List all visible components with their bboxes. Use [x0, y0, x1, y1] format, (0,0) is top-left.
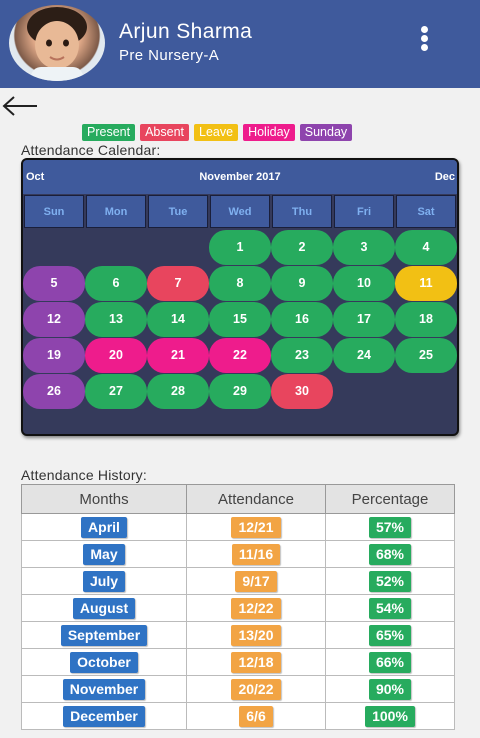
table-row	[22, 703, 455, 730]
cell-month	[22, 649, 187, 676]
next-month-button[interactable]: Dec	[434, 171, 455, 183]
cell-month	[22, 568, 187, 595]
column-header-percentage: Percentage	[326, 485, 455, 514]
calendar-header	[23, 160, 457, 194]
calendar-day-11[interactable]: 11	[395, 266, 457, 301]
calendar-label: Attendance Calendar:	[21, 142, 161, 158]
previous-month-button[interactable]: Oct	[26, 171, 45, 183]
attendance-history-table	[21, 484, 455, 730]
percentage-value: 66%	[369, 652, 411, 673]
cell-percentage	[326, 514, 455, 541]
attendance-value: 20/22	[231, 679, 280, 700]
calendar-day-4[interactable]: 4	[395, 230, 457, 265]
calendar-day-25[interactable]: 25	[395, 338, 457, 373]
history-label: Attendance History:	[21, 467, 147, 483]
percentage-value: 54%	[369, 598, 411, 619]
calendar-day-7[interactable]: 7	[147, 266, 209, 301]
weekday-fri: Fri	[334, 195, 394, 228]
cell-percentage	[326, 541, 455, 568]
weekday-wed: Wed	[210, 195, 270, 228]
legend-absent: Absent	[140, 124, 189, 141]
table-row	[22, 649, 455, 676]
calendar-day-3[interactable]: 3	[333, 230, 395, 265]
attendance-value: 11/16	[232, 544, 280, 565]
cell-percentage	[326, 649, 455, 676]
weekday-sat: Sat	[396, 195, 456, 228]
percentage-value: 90%	[369, 679, 411, 700]
table-row	[22, 595, 455, 622]
attendance-value: 12/21	[231, 517, 280, 538]
cell-month	[22, 595, 187, 622]
weekday-thu: Thu	[272, 195, 332, 228]
cell-month	[22, 622, 187, 649]
legend-present: Present	[82, 124, 135, 141]
column-header-months: Months	[22, 485, 187, 514]
attendance-value: 12/18	[231, 652, 280, 673]
attendance-calendar	[21, 158, 459, 436]
calendar-day-10[interactable]: 10	[333, 266, 395, 301]
legend-holiday: Holiday	[243, 124, 295, 141]
status-legend	[82, 124, 352, 141]
calendar-day-18[interactable]: 18	[395, 302, 457, 337]
month-value: August	[73, 598, 135, 619]
month-value: May	[83, 544, 124, 565]
cell-percentage	[326, 622, 455, 649]
calendar-day-15[interactable]: 15	[209, 302, 271, 337]
calendar-day-12[interactable]: 12	[23, 302, 85, 337]
cell-attendance	[187, 649, 326, 676]
percentage-value: 65%	[369, 625, 411, 646]
month-value: July	[83, 571, 125, 592]
calendar-day-23[interactable]: 23	[271, 338, 333, 373]
calendar-day-22[interactable]: 22	[209, 338, 271, 373]
percentage-value: 68%	[369, 544, 411, 565]
cell-percentage	[326, 703, 455, 730]
cell-percentage	[326, 595, 455, 622]
cell-attendance	[187, 514, 326, 541]
cell-attendance	[187, 676, 326, 703]
percentage-value: 100%	[365, 706, 415, 727]
cell-month	[22, 703, 187, 730]
attendance-value: 13/20	[231, 625, 280, 646]
calendar-day-2[interactable]: 2	[271, 230, 333, 265]
cell-attendance	[187, 595, 326, 622]
calendar-month-title: November 2017	[199, 171, 281, 183]
month-value: December	[63, 706, 145, 727]
table-row	[22, 514, 455, 541]
avatar[interactable]	[9, 5, 105, 81]
table-header-row	[22, 485, 455, 514]
calendar-day-8[interactable]: 8	[209, 266, 271, 301]
column-header-attendance: Attendance	[187, 485, 326, 514]
cell-month	[22, 514, 187, 541]
calendar-day-24[interactable]: 24	[333, 338, 395, 373]
month-value: November	[63, 679, 145, 700]
cell-percentage	[326, 676, 455, 703]
weekday-sun: Sun	[24, 195, 84, 228]
attendance-value: 9/17	[235, 571, 276, 592]
percentage-value: 52%	[369, 571, 411, 592]
back-arrow-icon[interactable]	[2, 94, 38, 118]
weekday-row	[23, 194, 457, 229]
calendar-day-27[interactable]: 27	[85, 374, 147, 409]
cell-attendance	[187, 622, 326, 649]
calendar-day-6[interactable]: 6	[85, 266, 147, 301]
calendar-day-28[interactable]: 28	[147, 374, 209, 409]
calendar-day-5[interactable]: 5	[23, 266, 85, 301]
table-row	[22, 541, 455, 568]
weekday-tue: Tue	[148, 195, 208, 228]
calendar-day-13[interactable]: 13	[85, 302, 147, 337]
cell-attendance	[187, 541, 326, 568]
month-value: October	[70, 652, 138, 673]
profile-header	[0, 0, 480, 88]
calendar-day-17[interactable]: 17	[333, 302, 395, 337]
student-class: Pre Nursery-A	[119, 47, 220, 64]
calendar-day-16[interactable]: 16	[271, 302, 333, 337]
attendance-value: 12/22	[231, 598, 280, 619]
table-row	[22, 568, 455, 595]
calendar-day-21[interactable]: 21	[147, 338, 209, 373]
calendar-day-26[interactable]: 26	[23, 374, 85, 409]
table-row	[22, 676, 455, 703]
student-name: Arjun Sharma	[119, 20, 253, 43]
cell-month	[22, 676, 187, 703]
calendar-day-29[interactable]: 29	[209, 374, 271, 409]
cell-attendance	[187, 568, 326, 595]
calendar-day-20[interactable]: 20	[85, 338, 147, 373]
legend-sunday: Sunday	[300, 124, 352, 141]
month-value: April	[81, 517, 127, 538]
weekday-mon: Mon	[86, 195, 146, 228]
legend-leave: Leave	[194, 124, 238, 141]
cell-month	[22, 541, 187, 568]
calendar-day-1[interactable]: 1	[209, 230, 271, 265]
attendance-value: 6/6	[239, 706, 272, 727]
calendar-day-30[interactable]: 30	[271, 374, 333, 409]
table-row	[22, 622, 455, 649]
percentage-value: 57%	[369, 517, 411, 538]
cell-attendance	[187, 703, 326, 730]
cell-percentage	[326, 568, 455, 595]
month-value: September	[61, 625, 147, 646]
more-vertical-icon[interactable]	[414, 26, 434, 56]
calendar-day-19[interactable]: 19	[23, 338, 85, 373]
calendar-day-9[interactable]: 9	[271, 266, 333, 301]
calendar-day-14[interactable]: 14	[147, 302, 209, 337]
